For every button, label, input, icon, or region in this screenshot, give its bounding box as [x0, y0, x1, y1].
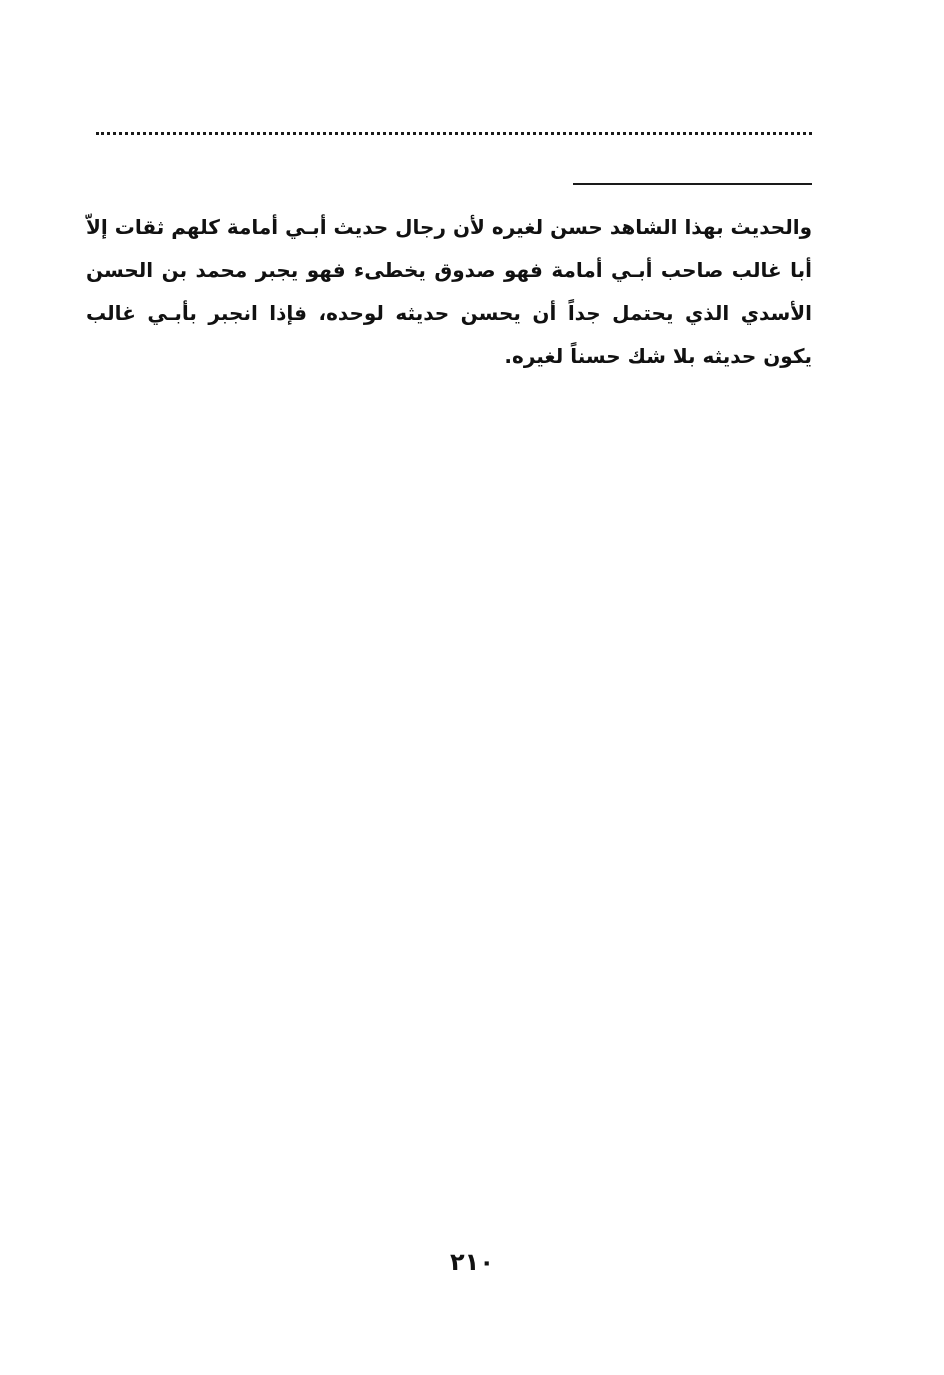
footnote-paragraph: والحديث بهذا الشاهد حسن لغيره لأن رجال حديث أبـي أمامة كلهم ثقات إلاّ أبا غالب صاحب أبـي أمامة فهو صدوق يخطىء فهو يجبر محمد بن الحسن الأسدي الذي يحتمل جداً أن يحسن حديثه لوحده، فإذا انجبر بأبـي غالب يكون حديثه بلا شك حسناً لغيره. [86, 215, 812, 368]
footnote-separator [573, 183, 812, 185]
dotted-separator [96, 132, 812, 135]
page-number: ٢١٠ [450, 1248, 494, 1276]
